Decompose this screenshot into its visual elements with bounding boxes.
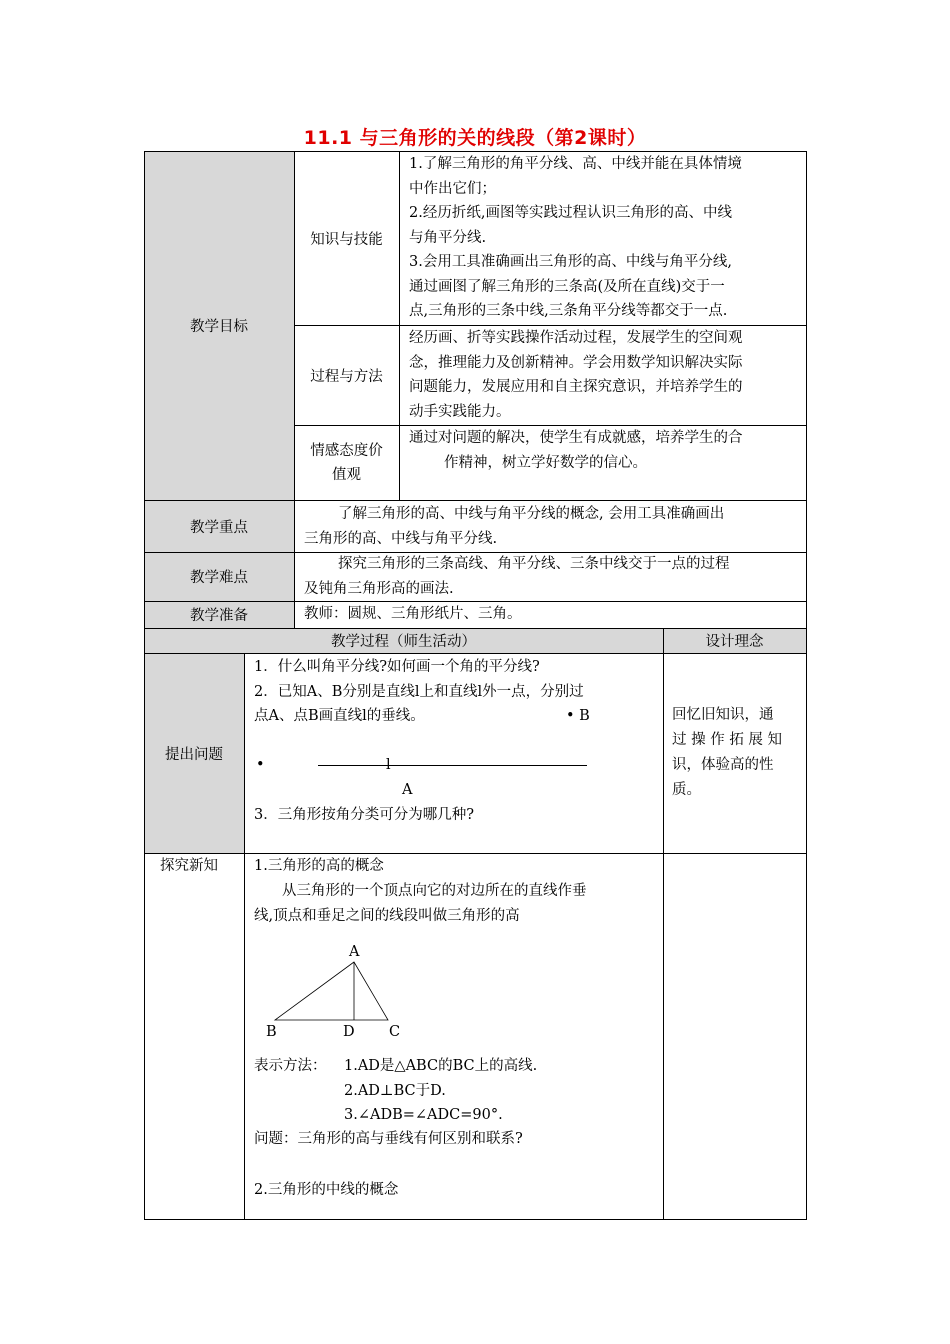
page-title: 11.1 与三角形的关的线段（第2课时）: [303, 127, 647, 149]
process-label: 过程与方法: [310, 368, 383, 385]
emotion-text: 通过对问题的解决，使学生有成就感，培养学生的合 作精神，树立学好数学的信心。: [409, 430, 743, 471]
knowledge-text: 1.了解三角形的角平分线、高、中线并能在具体情境 中作出它们； 2.经历折纸,画图等实践过程认识三角形的高、中线 与角平分线. 3.会用工具准确画出三角形的高、中线与角平分线, 通过画图了解三角形的三条高(及所在直线)交于一 点,三角形的三条中线,三条角平分线等都交于一点.: [409, 156, 742, 319]
preparation-label: 教学准备: [190, 608, 248, 624]
line-l: [318, 765, 587, 766]
concept-header: 设计理念: [705, 634, 764, 650]
point-dot: •: [256, 757, 265, 773]
explore-definition-line-1: 从三角形的一个顶点向它的对边所在的直线作垂: [282, 883, 587, 899]
explore-heading: 1.三角形的高的概念: [254, 858, 384, 874]
key-points-label: 教学重点: [190, 519, 248, 536]
questions-label: 提出问题: [165, 746, 223, 763]
vertex-b-label: B: [266, 1024, 277, 1040]
notation-label: 表示方法：: [254, 1058, 327, 1074]
objectives-label: 教学目标: [190, 319, 248, 335]
difficulties-label: 教学难点: [190, 570, 248, 586]
point-b-label: • B: [566, 708, 590, 724]
foot-d-label: D: [343, 1024, 355, 1040]
vertex-c-label: C: [389, 1024, 401, 1040]
process-text: 经历画、折等实践操作活动过程，发展学生的空间观 念，推理能力及创新精神。学会用数学知识解决实际 问题能力，发展应用和自主探究意识，并培养学生的 动手实践能力。: [409, 330, 743, 420]
notation-1: 1.AD是△ABC的BC上的高线.: [344, 1058, 538, 1074]
knowledge-label: 知识与技能: [310, 231, 383, 248]
emotion-label: 情感态度价 值观: [310, 442, 383, 483]
triangle-abc: [275, 962, 388, 1020]
question-2-line-1: 2．已知A、B分别是直线l上和直线l外一点，分别过: [254, 684, 584, 700]
question-1: 1．什么叫角平分线?如何画一个角的平分线?: [254, 659, 540, 675]
line-l-label: l: [386, 757, 391, 773]
difficulties-text: 探究三角形的三条高线、角平分线、三条中线交于一点的过程 及钝角三角形高的画法.: [304, 556, 730, 597]
activity-header: 教学过程（师生活动）: [331, 634, 476, 650]
preparation-text: 教师：圆规、三角形纸片、三角。: [304, 606, 522, 622]
question-2-line-2: 点A、点B画直线l的垂线。: [254, 708, 425, 724]
explore-label: 探究新知: [160, 858, 218, 874]
key-points-text: 了解三角形的高、中线与角平分线的概念, 会用工具准确画出 三角形的高、中线与角平分线.: [304, 506, 725, 547]
notation-2: 2.AD⊥BC于D.: [344, 1083, 446, 1099]
explore-heading-2: 2.三角形的中线的概念: [254, 1182, 399, 1198]
questions-concept: 回忆旧知识，通 过 操 作 拓 展 知 识，体验高的性 质。: [672, 707, 783, 798]
vertex-a-label: A: [349, 944, 360, 960]
explore-definition-line-2: 线,顶点和垂足之间的线段叫做三角形的高: [254, 908, 520, 924]
question-3: 3．三角形按角分类可分为哪几种?: [254, 807, 474, 823]
notation-3: 3.∠ADB=∠ADC=90°.: [344, 1107, 503, 1123]
explore-question: 问题：三角形的高与垂线有何区别和联系?: [254, 1131, 523, 1147]
point-a-label: A: [402, 782, 413, 798]
